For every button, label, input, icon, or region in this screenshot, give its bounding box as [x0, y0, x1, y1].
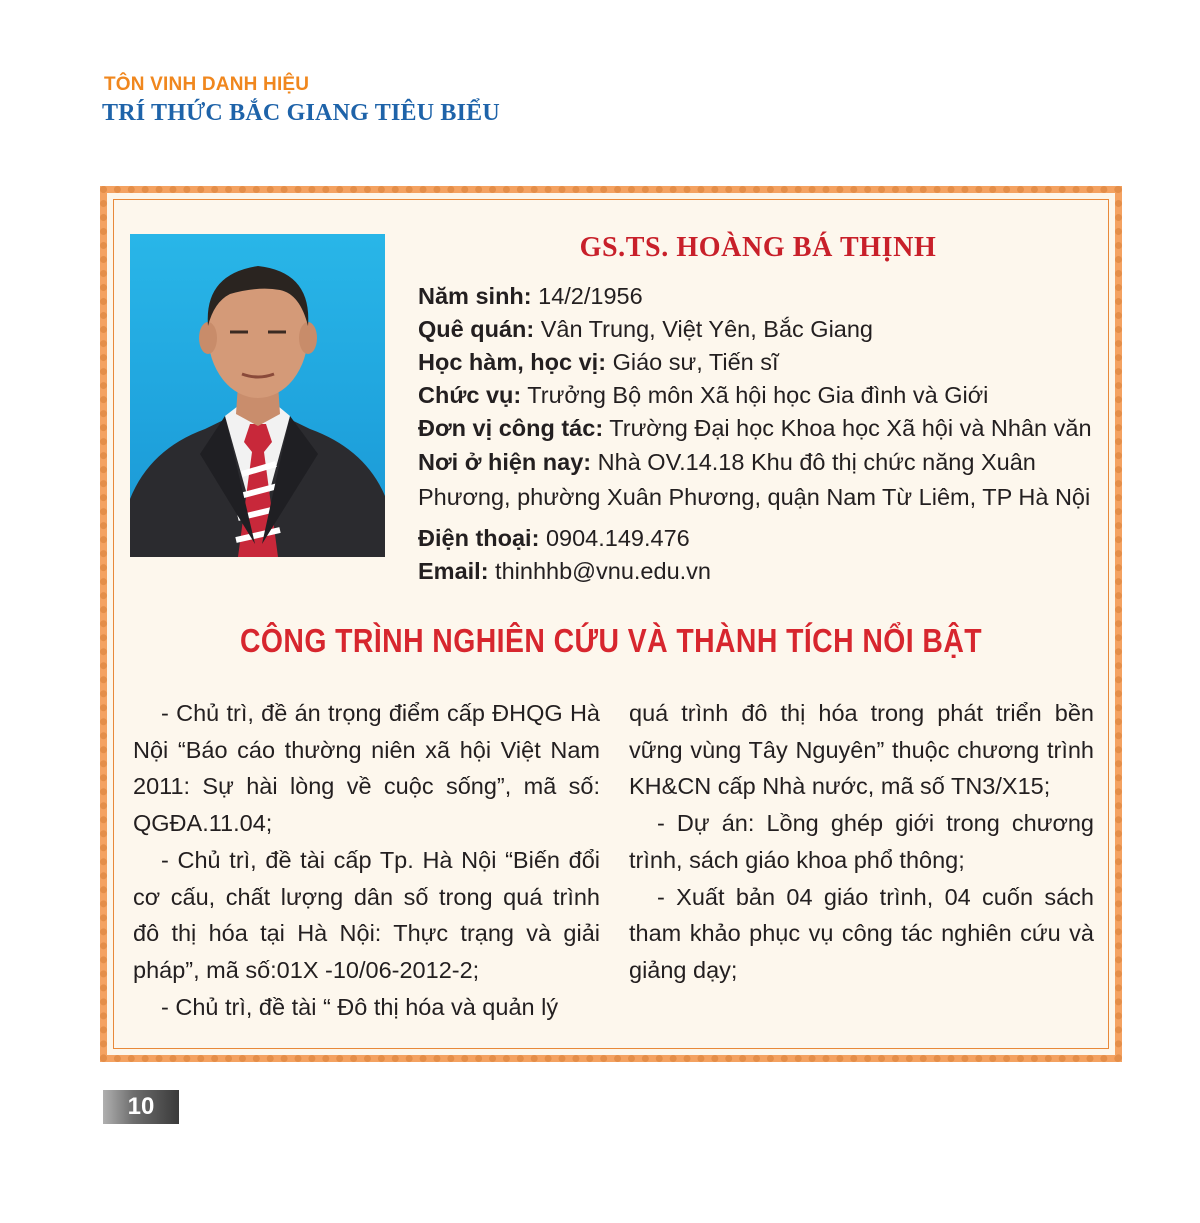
info-value: 14/2/1956 — [531, 283, 643, 309]
portrait-photo — [130, 234, 385, 557]
info-value: 0904.149.476 — [539, 525, 690, 551]
page-number: 10 — [127, 1093, 155, 1120]
achievement-item: - Xuất bản 04 giáo trình, 04 cuốn sách tham khảo phục vụ công tác nghiên cứu và giảng dạy; — [629, 883, 1094, 983]
info-email — [418, 555, 711, 588]
info-residence-line2: Phương, phường Xuân Phương, quận Nam Từ Liêm, TP Hà Nội — [418, 484, 1091, 510]
person-name: GS.TS. HOÀNG BÁ THỊNH — [579, 232, 937, 263]
info-value: thinhhb@vnu.edu.vn — [488, 558, 711, 584]
info-position — [418, 379, 988, 412]
info-label: Năm sinh: — [418, 283, 532, 309]
info-degree — [418, 346, 779, 379]
achievements-left-column — [133, 695, 600, 1025]
info-label: Nơi ở hiện nay: — [418, 449, 592, 475]
header-line-1: TÔN VINH DANH HIỆU — [104, 74, 310, 95]
info-workplace — [418, 412, 1092, 445]
page-number-badge — [103, 1090, 179, 1124]
info-value: Trưởng Bộ môn Xã hội học Gia đình và Giới — [521, 382, 989, 408]
info-label: Đơn vị công tác: — [418, 415, 604, 441]
info-label: Email: — [418, 558, 489, 584]
info-phone — [418, 522, 690, 555]
portrait-illustration — [130, 234, 385, 557]
info-label: Chức vụ: — [418, 382, 522, 408]
info-value: Giáo sư, Tiến sĩ — [606, 349, 779, 375]
header-line-2: TRÍ THỨC BẮC GIANG TIÊU BIỂU — [102, 100, 500, 126]
info-value: Nhà OV.14.18 Khu đô thị chức năng Xuân — [591, 449, 1036, 475]
info-residence — [418, 446, 1036, 479]
info-label: Điện thoại: — [418, 525, 540, 551]
achievement-item: - Chủ trì, đề tài “ Đô thị hóa và quản lý — [161, 993, 559, 1020]
info-value: Trường Đại học Khoa học Xã hội và Nhân văn — [603, 415, 1092, 441]
achievement-item-continuation: quá trình đô thị hóa trong phát triển bền vững vùng Tây Nguyên” thuộc chương trình KH&CN cấp Nhà nước, mã số TN3/X15; — [629, 700, 1094, 800]
info-birth — [418, 280, 643, 313]
info-value: Vân Trung, Việt Yên, Bắc Giang — [534, 316, 874, 342]
achievement-item: - Dự án: Lồng ghép giới trong chương trình, sách giáo khoa phổ thông; — [629, 810, 1094, 873]
info-hometown — [418, 313, 873, 346]
achievement-item: - Chủ trì, đề án trọng điểm cấp ĐHQG Hà Nội “Báo cáo thường niên xã hội Việt Nam 2011: Sự hài lòng về cuộc sống”, mã số: QGĐA.11.04; — [133, 700, 600, 837]
achievement-item: - Chủ trì, đề tài cấp Tp. Hà Nội “Biến đổi cơ cấu, chất lượng dân số trong quá trình đô thị hóa tại Hà Nội: Thực trạng và giải pháp”, mã số:01X -10/06-2012-2; — [133, 846, 600, 983]
info-label: Quê quán: — [418, 316, 535, 342]
section-title: CÔNG TRÌNH NGHIÊN CỨU VÀ THÀNH TÍCH NỔI BẬT — [239, 622, 983, 659]
achievements-right-column — [629, 695, 1094, 989]
info-label: Học hàm, học vị: — [418, 349, 607, 375]
